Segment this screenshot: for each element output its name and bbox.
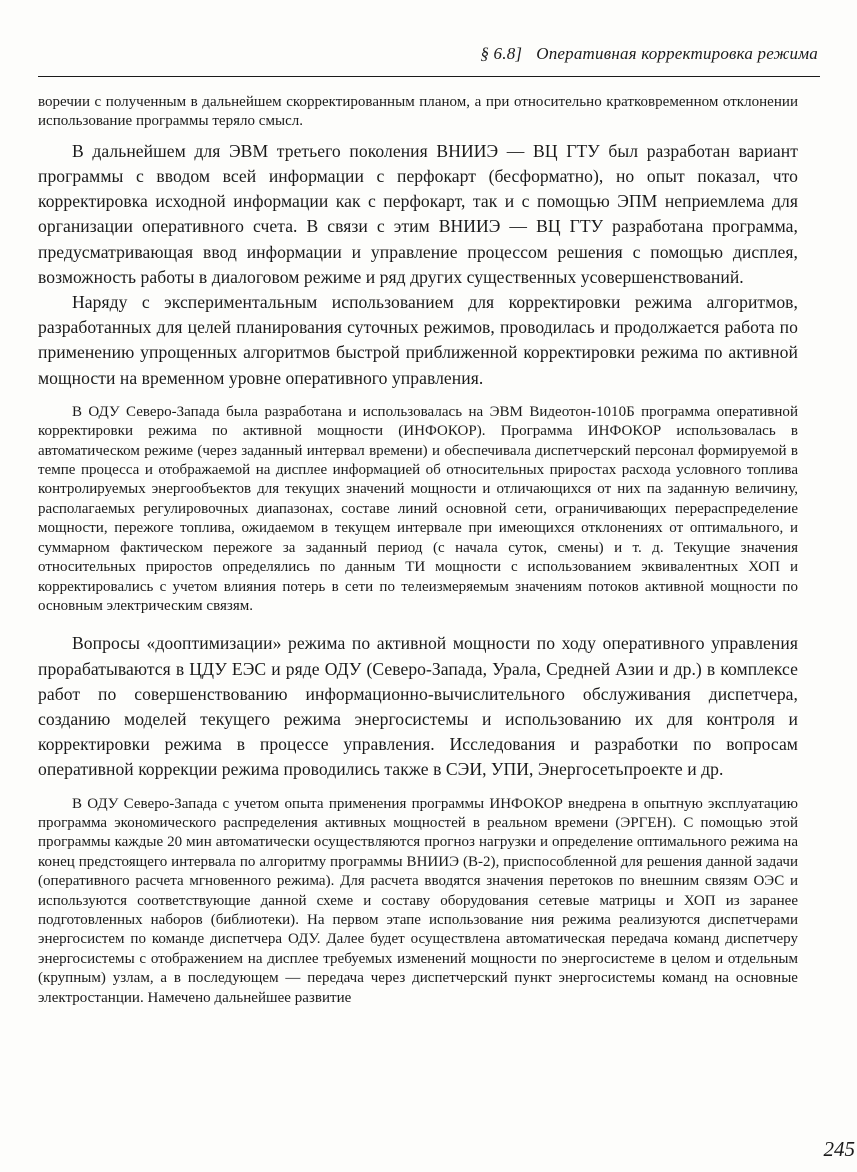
running-header xyxy=(38,44,820,70)
paragraph-6: В ОДУ Северо-Запада с учетом опыта применения программы ИНФОКОР внедрена в опытную эксплуатацию программа экономического распределения активных мощностей в реальном времени (ЭРГЕН). С помощью этой программы каждые 20 мин автоматически осуществляются прогноз нагрузки и определение оптимального режима на конец предстоящего интервала по алгоритму программы ВНИИЭ (В-2), приспособленной для решения данной задачи (оперативного расчета мгновенного режима). Для расчета вводятся значения перетоков по внешним связям ОЭС и используются соответствующие данной схеме и составу оборудования сетевые матрицы и ХОП из заранее подготовленных наборов (библиотеки). На первом этапе использование ния режима реализуются диспетчерами энергосистем по команде диспетчера ОДУ. Далее будет осуществлена автоматическая передача команд диспетчеру энергосистемы с отображением на дисплее требуемых изменений мощности по энергосистеме в целом и отдельным (крупным) узлам, а в последующем — передача через диспетчерский пункт энергосистемы команд на основные электростанции. Намечено дальнейшее развитие xyxy=(38,795,798,1006)
page-content xyxy=(38,44,820,1134)
header-rule xyxy=(38,76,820,77)
body-text xyxy=(38,93,798,1008)
paragraph-3: Наряду с экспериментальным использованием для корректировки режима алгоритмов, разработанных для целей планирования суточных режимов, проводилась и продолжается работа по применению упрощенных алгоритмов быстрой приближенной корректировки режима по активной мощности на временном уровне оперативного управления. xyxy=(38,292,798,388)
paragraph-2: В дальнейшем для ЭВМ третьего поколения ВНИИЭ — ВЦ ГТУ был разработан вариант программы с вводом всей информации с перфокарт (бесформатно), но опыт показал, что корректировка исходной информации как с перфокарт, так и с помощью ЭПМ неприемлема для организации оперативного счета. В связи с этим ВНИИЭ — ВЦ ГТУ разработана программа, предусматривающая ввод информации и управление процессом решения с помощью дисплея, возможность работы в диалоговом режиме и ряд других существенных усовершенствований. xyxy=(38,140,798,287)
paragraph-5: Вопросы «дооптимизации» режима по активной мощности по ходу оперативного управления прорабатываются в ЦДУ ЕЭС и ряде ОДУ (Северо-Запада, Урала, Средней Азии и др.) в комплексе работ по совершенствованию информационно-вычислительного обслуживания диспетчера, созданию моделей текущего режима энергосистемы и использованию их для контроля и корректировки режима в процессе управления. Исследования и разработки по вопросам оперативной коррекции режима проводились также в СЭИ, УПИ, Энергосетьпроекте и др. xyxy=(38,633,798,780)
page-number: 245 xyxy=(823,1137,855,1161)
paragraph-1: воречии с полученным в дальнейшем скорректированным планом, а при относительно кратковременном отклонении использование программы теряло смысл. xyxy=(38,94,798,130)
paragraph-4: В ОДУ Северо-Запада была разработана и использовалась на ЭВМ Видеотон-1010Б программа оперативной корректировки режима по активной мощности (ИНФОКОР). Программа ИНФОКОР использовалась в автоматическом режиме (через заданный интервал времени) и обеспечивала диспетчерский персонал формируемой в темпе процесса и отображаемой на дисплее информацией об относительных приростах расхода условного топлива контролируемых энергообъектов для текущих значений мощности и отличающихся от них па заданную величину, располагаемых регулировочных диапазонах, составе линий основной сети, ограничивающих перераспределение мощности, пережоге топлива, ожидаемом в текущем интервале при имеющихся отклонениях от оптимального, и суммарном фактическом пережоге за заданный период (с начала суток, смены) и т. д. Текущие значения относительных приростов определялись по данным ТИ мощности с использованием эквивалентных ХОП и корректировались с учетом влияния потерь в сети по телеизмеряемым значениям потоков активной мощности по основным электрическим связям. xyxy=(38,403,798,614)
section-number: § 6.8] xyxy=(480,44,523,63)
running-title: Оперативная корректировка режима xyxy=(536,44,818,63)
